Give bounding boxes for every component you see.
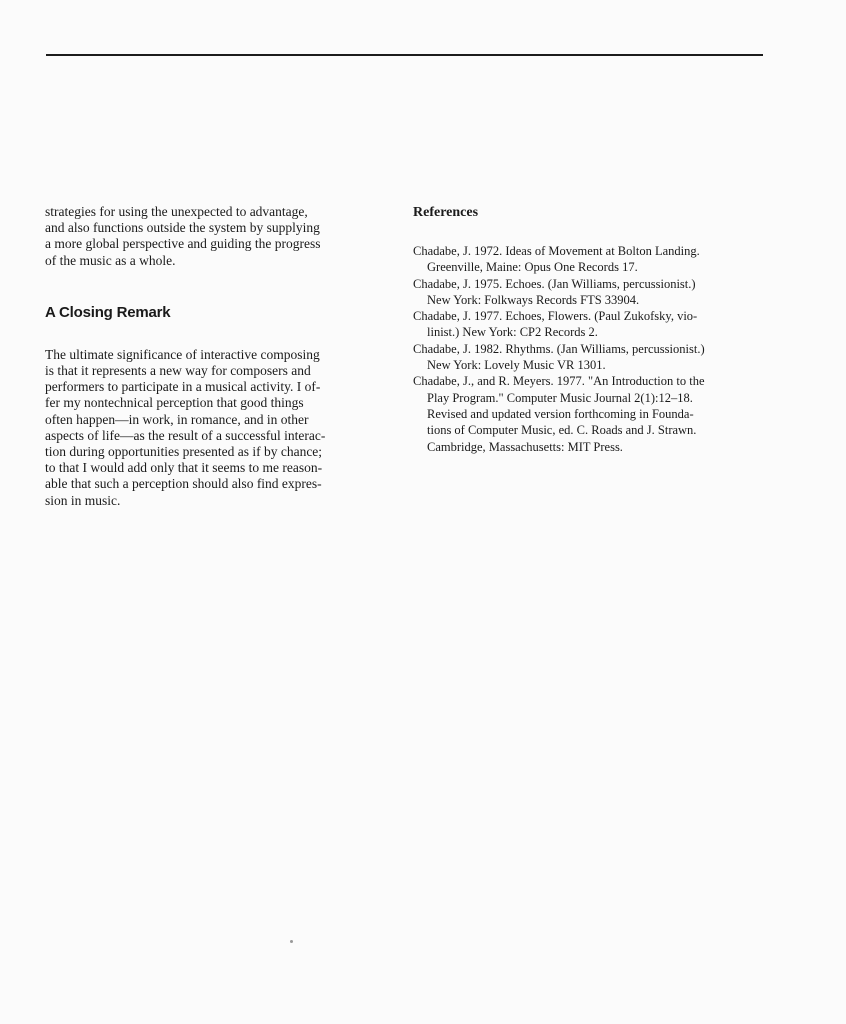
reference-item bbox=[413, 341, 765, 374]
header-rule bbox=[46, 54, 763, 56]
reference-line: tions of Computer Music, ed. C. Roads and J. Strawn. bbox=[427, 423, 697, 438]
reference-item bbox=[413, 373, 765, 454]
references-list bbox=[413, 243, 765, 455]
text-line: The ultimate significance of interactive composing bbox=[45, 346, 320, 362]
text-line: often happen—in work, in romance, and in other bbox=[45, 411, 309, 427]
text-line: strategies for using the unexpected to advantage, bbox=[45, 204, 308, 219]
intro-paragraph bbox=[45, 204, 395, 269]
references-heading: References bbox=[413, 205, 479, 220]
reference-line: Revised and updated version forthcoming in Founda- bbox=[427, 406, 694, 421]
text-line: a more global perspective and guiding the progress bbox=[45, 236, 321, 252]
reference-line: New York: Lovely Music VR 1301. bbox=[427, 358, 606, 373]
reference-line: Chadabe, J., and R. Meyers. 1977. "An Introduction to the bbox=[413, 374, 705, 389]
reference-item bbox=[413, 243, 765, 276]
text-line: is that it represents a new way for composers and bbox=[45, 363, 311, 379]
reference-line: Chadabe, J. 1972. Ideas of Movement at Bolton Landing. bbox=[413, 244, 700, 258]
text-line: tion during opportunities presented as if by chance; bbox=[45, 444, 323, 460]
text-line: and also functions outside the system by supplying bbox=[45, 220, 320, 236]
paper-speck bbox=[290, 940, 293, 943]
reference-line: linist.) New York: CP2 Records 2. bbox=[427, 325, 598, 340]
text-line: able that such a perception should also find expres- bbox=[45, 476, 322, 492]
closing-paragraph bbox=[45, 347, 395, 509]
reference-line: Chadabe, J. 1982. Rhythms. (Jan Williams, percussionist.) bbox=[413, 341, 705, 356]
reference-line: Chadabe, J. 1977. Echoes, Flowers. (Paul Zukofsky, vio- bbox=[413, 309, 698, 324]
reference-line: Chadabe, J. 1975. Echoes. (Jan Williams, percussionist.) bbox=[413, 276, 696, 291]
text-line: fer my nontechnical perception that good things bbox=[45, 395, 304, 411]
reference-line: Play Program." Computer Music Journal 2(1):12–18. bbox=[427, 390, 693, 405]
reference-item bbox=[413, 308, 765, 341]
reference-line: Greenville, Maine: Opus One Records 17. bbox=[427, 260, 638, 275]
text-line: sion in music. bbox=[45, 492, 121, 508]
left-column bbox=[45, 204, 395, 509]
reference-line: New York: Folkways Records FTS 33904. bbox=[427, 292, 640, 307]
reference-line: Cambridge, Massachusetts: MIT Press. bbox=[427, 439, 623, 454]
text-line: of the music as a whole. bbox=[45, 252, 176, 268]
references-column bbox=[413, 204, 765, 455]
text-line: to that I would add only that it seems to me reason- bbox=[45, 460, 323, 476]
text-line: performers to participate in a musical activity. I of- bbox=[45, 379, 321, 395]
section-heading: A Closing Remark bbox=[45, 303, 171, 321]
text-line: aspects of life—as the result of a successful interac- bbox=[45, 427, 326, 443]
reference-item bbox=[413, 276, 765, 309]
